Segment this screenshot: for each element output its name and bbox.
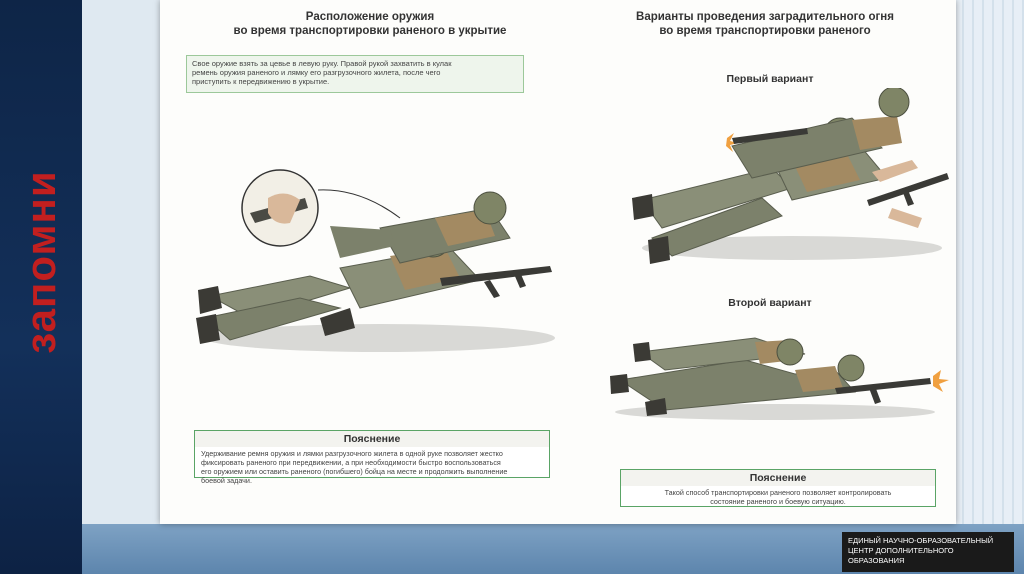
instruction-line: ремень оружия раненого и лямку его разгрузочного жилета, после чего: [192, 68, 441, 77]
explanation-line: Такой способ транспортировки раненого позволяет контролировать: [664, 488, 892, 497]
variant-two-label: Второй вариант: [728, 297, 812, 309]
left-title-line: Расположение оружия: [305, 11, 435, 23]
right-explanation-text: [621, 486, 935, 508]
instruction-line: Свое оружие взять за цевье в левую руку. Правой рукой захватить в кулак: [192, 59, 452, 68]
right-title-line: во время транспортировки раненого: [659, 25, 871, 37]
right-title: [615, 10, 915, 38]
side-label: запомни: [17, 170, 64, 354]
left-title-line: во время транспортировки раненого в укрытие: [233, 25, 507, 37]
left-explanation-text: [195, 447, 549, 487]
explanation-line: фиксировать раненого при передвижении, а при необходимости быстро воспользоваться: [201, 458, 501, 467]
right-explanation-box: [620, 469, 936, 507]
explanation-line: его оружием или оставить раненого (погибшего) бойца на месте и продолжить выполнение: [201, 467, 508, 476]
poster-page: [160, 0, 956, 524]
variant-two-illustration: [605, 330, 950, 425]
right-title-line: Варианты проведения заградительного огня: [636, 11, 894, 23]
right-explanation-heading: Пояснение: [621, 470, 935, 486]
logo-line: ЕДИНЫЙ НАУЧНО-ОБРАЗОВАТЕЛЬНЫЙ: [848, 536, 994, 545]
instruction-line: приступить к передвижению в укрытие.: [192, 77, 330, 86]
right-decoration: [954, 0, 1024, 574]
left-title: [220, 10, 520, 38]
logo-line: ЦЕНТР ДОПОЛНИТЕЛЬНОГО: [848, 546, 954, 555]
explanation-line: Удерживание ремня оружия и лямки разгрузочного жилета в одной руке позволяет жестко: [201, 449, 503, 458]
left-explanation-box: [194, 430, 550, 485]
left-explanation-heading: Пояснение: [195, 431, 549, 447]
variant-one-label: Первый вариант: [726, 73, 814, 85]
organization-logo: [842, 532, 1014, 572]
left-sidebar: [0, 0, 82, 574]
explanation-line: боевой задачи.: [201, 476, 252, 485]
instruction-note: [186, 55, 524, 93]
left-illustration: [190, 168, 560, 358]
explanation-line: состояние раненого и боевую ситуацию.: [710, 497, 846, 506]
logo-line: ОБРАЗОВАНИЯ: [848, 556, 905, 565]
variant-one-illustration: [622, 88, 952, 278]
